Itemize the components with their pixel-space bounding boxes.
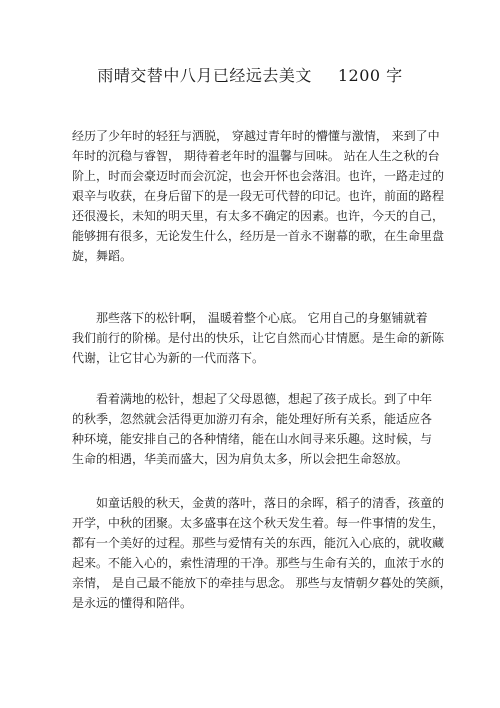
paragraph-line: 能够拥有很多，无论发生什么，经历是一首永不谢幕的歌，在生命里盘	[72, 229, 445, 243]
paragraph-line: 年时的沉稳与睿智， 期待着老年时的温馨与回味。 站在人生之秋的台	[72, 149, 440, 163]
paragraph-line: 亲情， 是自己最不能放下的牵挂与思念。 那些与友情朝夕暮处的笑颜，	[72, 576, 452, 590]
paragraph-1	[72, 126, 445, 266]
paragraph-line: 都有一个美好的过程。那些与爱情有关的东西，能沉入心底的，就收藏	[72, 536, 445, 550]
paragraph-line: 还很漫长，未知的明天里，有太多不确定的因素。也许，今天的自己，	[72, 209, 445, 223]
title-text: 雨晴交替中八月已经远去美文	[97, 66, 312, 85]
paragraph-line: 艰辛与收获，在身后留下的是一段无可代替的印记。也许，前面的路程	[72, 189, 445, 203]
paragraph-line: 代谢，让它甘心为新的一代而落下。	[72, 351, 265, 365]
paragraph-line: 旋，舞蹈。	[72, 249, 133, 263]
paragraph-line: 起来。不能入心的，索性清理的干净。那些与生命有关的，血浓于水的	[72, 556, 445, 570]
paragraph-line: 我们前行的阶梯。是付出的快乐，让它自然而心甘情愿。是生命的新陈	[72, 331, 445, 345]
paragraph-line: 看着满地的松针，想起了父母恩德，想起了孩子成长。到了中年	[96, 392, 433, 406]
paragraph-2	[72, 308, 445, 368]
paragraph-3	[72, 389, 432, 469]
paragraph-line: 开学，中秋的团聚。太多盛事在这个秋天发生着。每一件事情的发生，	[72, 516, 445, 530]
paragraph-line: 生命的相遇，华美而盛大，因为肩负太多，所以会把生命怒放。	[72, 452, 409, 466]
paragraph-line: 如童话般的秋天，金黄的落叶，落日的余晖，稻子的清香，孩童的	[96, 496, 445, 510]
paragraph-line: 经历了少年时的轻狂与洒脱， 穿越过青年时的懵懂与激情， 来到了中	[72, 129, 440, 143]
paragraph-line: 种环境，能安排自己的各种情绪，能在山水间寻来乐趣。这时候，与	[72, 432, 433, 446]
title-word-count: 1200 字	[337, 66, 403, 85]
paragraph-line: 阶上，时而会豪迈时而会沉淀，也会开怀也会落泪。也许，一路走过的	[72, 169, 445, 183]
paragraph-4	[72, 493, 452, 613]
paragraph-line: 那些落下的松针啊， 温暖着整个心底。 它用自己的身躯铺就着	[96, 311, 428, 325]
paragraph-line: 的秋季，忽然就会活得更加游刃有余，能处理好所有关系，能适应各	[72, 412, 433, 426]
document-title	[0, 66, 500, 86]
paragraph-line: 是永远的懂得和陪伴。	[72, 596, 193, 610]
